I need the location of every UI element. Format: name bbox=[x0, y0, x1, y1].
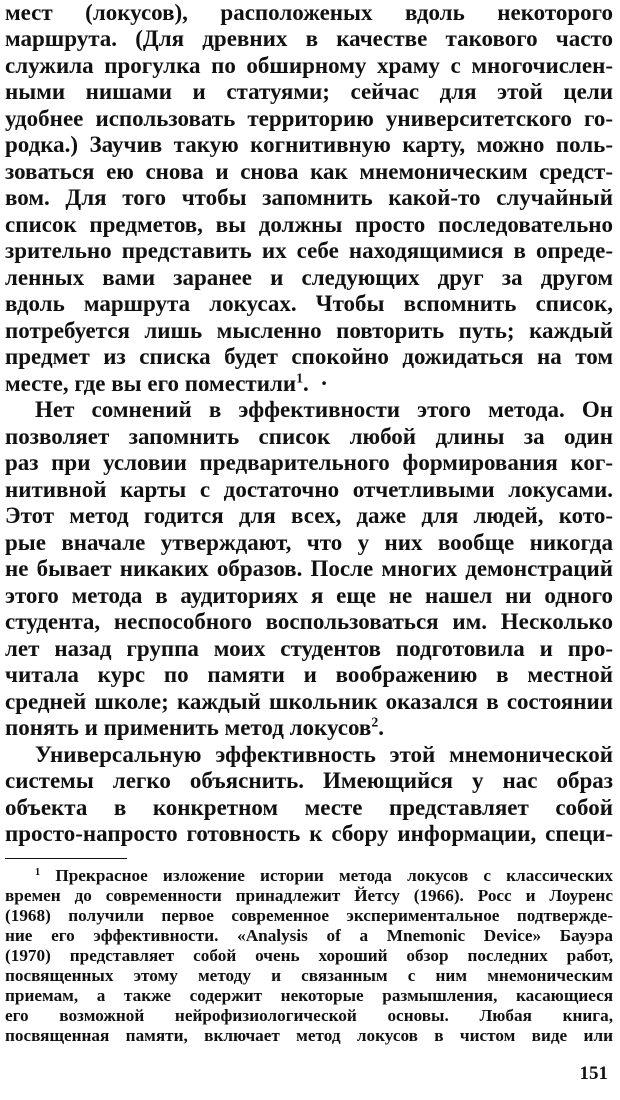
text-line: мест (локусов), расположеных вдоль некоторого bbox=[5, 0, 613, 25]
footnote-line: посвященных этому методу и связанным с ним мнемоническим bbox=[5, 966, 613, 985]
text-line: зрительно представить их себе находящимися в опреде- bbox=[5, 238, 613, 263]
text-line: зоваться ею снова и снова как мнемоническим средст- bbox=[5, 159, 613, 184]
text-line: месте, где вы его поместили$^1$. · bbox=[5, 371, 328, 396]
text-line: список предметов, вы должны просто последовательно bbox=[5, 212, 613, 237]
footnote-line bbox=[5, 866, 613, 886]
footnote-mark: 1 bbox=[35, 866, 41, 878]
footnote-ref: 2 bbox=[371, 715, 379, 730]
text-line-content: понять и применить метод локусов bbox=[5, 715, 372, 740]
footnote-line: посвященная памяти, включает метод локусов в чистом виде или bbox=[5, 1026, 613, 1045]
footnote-ref: 1 bbox=[296, 371, 304, 386]
text-line: объекта в конкретном месте представляет собой bbox=[5, 795, 613, 820]
page-number: 151 bbox=[579, 1063, 608, 1084]
text-line: вдоль маршрута локусах. Чтобы вспомнить список, bbox=[5, 291, 613, 316]
text-line: просто-напросто готовность к сбору информации, специ- bbox=[5, 821, 613, 846]
text-line: читала курс по памяти и воображению в местной bbox=[5, 662, 613, 687]
text-line: системы легко объяснить. Имеющийся у нас образ bbox=[5, 768, 613, 793]
text-line: не бывает никаких образов. После многих демонстраций bbox=[5, 556, 613, 581]
text-line: рые вначале утверждают, что у них вообще никогда bbox=[5, 530, 613, 555]
text-line: Этот метод годится для всех, даже для людей, кото- bbox=[5, 503, 613, 528]
text-line: удобнее использовать территорию университетского го- bbox=[5, 106, 613, 131]
text-line: понять и применить метод локусов$^2$. bbox=[5, 715, 384, 740]
text-line: предмет из списка будет спокойно дожидаться на том bbox=[5, 344, 613, 369]
text-line-content: месте, где вы его поместили bbox=[5, 371, 297, 396]
text-line: нитивной карты с достаточно отчетливыми локусами. bbox=[5, 477, 613, 502]
text-line: позволяет запомнить список любой длины за один bbox=[5, 424, 613, 449]
text-line: маршрута. (Для древних в качестве такового часто bbox=[5, 26, 613, 51]
text-line: ными нишами и статуями; сейчас для этой цели bbox=[5, 79, 613, 104]
paragraph-first-line: Нет сомнений в эффективности этого метода. Он bbox=[35, 397, 613, 422]
footnote-line: его возможной нейрофизиологической основы. Любая книга, bbox=[5, 1006, 613, 1025]
paragraph-first-line: Универсальную эффективность этой мнемонической bbox=[35, 742, 613, 767]
footnote-line: (1970) представляет собой очень хороший обзор последних работ, bbox=[5, 946, 613, 965]
text-line: раз при условии предварительного формирования ког- bbox=[5, 450, 613, 475]
text-line: лет назад группа моих студентов подготовила и про- bbox=[5, 636, 613, 661]
text-line: потребуется лишь мысленно повторить путь; каждый bbox=[5, 318, 613, 343]
text-line: служила прогулка по обширному храму с многочислен- bbox=[5, 53, 613, 78]
text-line: студента, неспособного воспользоваться им. Несколько bbox=[5, 609, 613, 634]
footnote-line: (1968) получили первое современное экспериментальное подтвержде- bbox=[5, 906, 613, 925]
footnote-divider bbox=[5, 858, 127, 859]
footnote-line: ние его эффективности. «Analysis of a Mnemonic Device» Бауэра bbox=[5, 926, 613, 945]
footnote-line: времен до современности принадлежит Йетсу (1966). Росс и Лоуренс bbox=[5, 886, 613, 905]
text-line: этого метода в аудиториях я еще не нашел ни одного bbox=[5, 583, 613, 608]
text-line: вом. Для того чтобы запомнить какой-то случайный bbox=[5, 185, 613, 210]
text-line: родка.) Заучив такую когнитивную карту, можно поль- bbox=[5, 132, 613, 157]
footnote-text: Прекрасное изложение истории метода локусов с классических bbox=[55, 866, 613, 885]
text-line: средней школе; каждый школьник оказался в состоянии bbox=[5, 689, 613, 714]
footnote-line: приемам, а также содержит некоторые размышления, касающиеся bbox=[5, 986, 613, 1005]
text-line: ленных вами заранее и следующих друг за другом bbox=[5, 265, 613, 290]
stray-mark: · bbox=[320, 371, 328, 396]
